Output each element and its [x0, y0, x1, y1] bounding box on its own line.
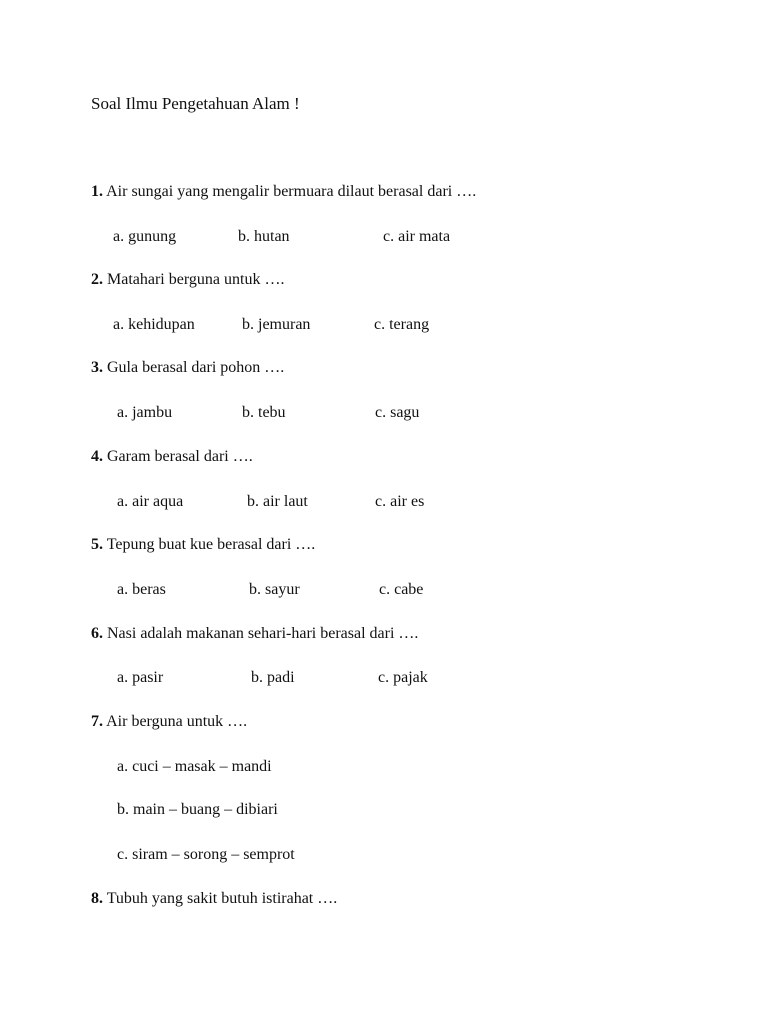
question-text: Matahari berguna untuk …. — [107, 271, 285, 288]
option-c: c. cabe — [379, 581, 424, 598]
question-2 — [91, 270, 284, 290]
option-c: c. sagu — [375, 404, 420, 421]
question-4 — [91, 447, 253, 467]
question-text: Air berguna untuk …. — [106, 713, 248, 730]
option-b: b. jemuran — [242, 316, 311, 333]
option-a: a. air aqua — [117, 493, 184, 510]
option-a: a. cuci – masak – mandi — [117, 758, 272, 775]
option-c: c. terang — [374, 316, 430, 333]
question-number: 6. — [91, 625, 103, 642]
option-c: c. pajak — [378, 669, 428, 686]
question-1 — [91, 182, 476, 202]
option-b: b. padi — [251, 669, 295, 686]
question-number: 5. — [91, 536, 103, 553]
question-number: 8. — [91, 890, 103, 907]
page-title: Soal Ilmu Pengetahuan Alam ! — [91, 94, 300, 113]
option-b: b. sayur — [249, 581, 300, 598]
question-number: 7. — [91, 713, 103, 730]
question-text: Tepung buat kue berasal dari …. — [106, 536, 316, 553]
question-6 — [91, 624, 418, 644]
question-text: Air sungai yang mengalir bermuara dilaut berasal dari …. — [106, 183, 477, 200]
option-b: b. tebu — [242, 404, 286, 421]
option-c: c. air mata — [383, 228, 451, 245]
option-a: a. jambu — [117, 404, 173, 421]
option-b: b. air laut — [247, 493, 308, 510]
question-number: 3. — [91, 359, 103, 376]
question-text: Garam berasal dari …. — [107, 448, 253, 465]
option-a: a. gunung — [113, 228, 177, 245]
question-text: Nasi adalah makanan sehari-hari berasal dari …. — [107, 625, 419, 642]
question-number: 4. — [91, 448, 103, 465]
option-c: c. air es — [375, 493, 425, 510]
option-a: a. kehidupan — [113, 316, 195, 333]
question-5 — [91, 535, 315, 555]
question-text: Gula berasal dari pohon …. — [107, 359, 285, 376]
question-text: Tubuh yang sakit butuh istirahat …. — [106, 890, 338, 907]
question-number: 1. — [91, 183, 103, 200]
question-number: 2. — [91, 271, 103, 288]
question-7 — [91, 712, 247, 732]
option-b: b. hutan — [238, 228, 290, 245]
question-8 — [91, 889, 337, 909]
option-a: a. pasir — [117, 669, 164, 686]
option-b: b. main – buang – dibiari — [117, 801, 278, 818]
option-a: a. beras — [117, 581, 166, 598]
option-c: c. siram – sorong – semprot — [117, 846, 295, 863]
question-3 — [91, 358, 284, 378]
